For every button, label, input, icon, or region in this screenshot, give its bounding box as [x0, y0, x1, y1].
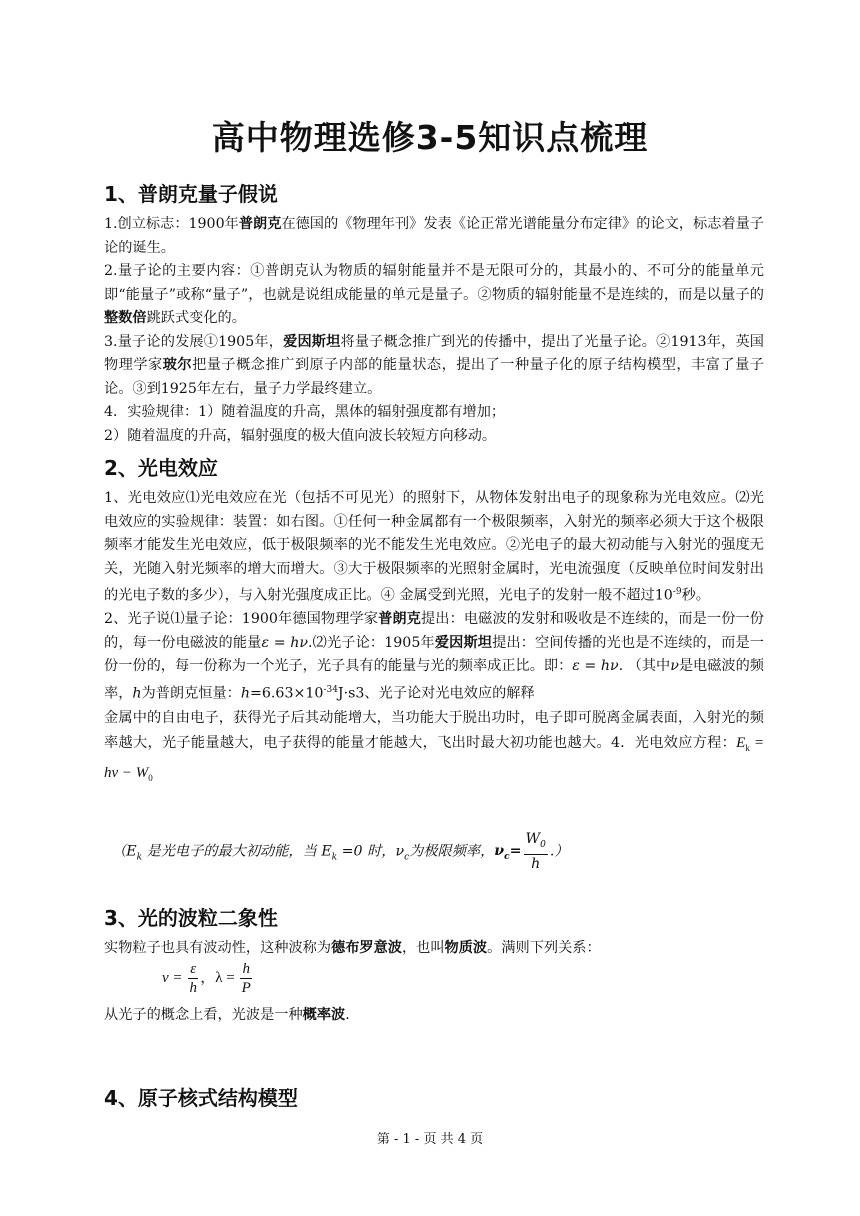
paragraph: 实物粒子也具有波动性，这种波称为德布罗意波，也叫物质波。满则下列关系：	[104, 940, 601, 956]
fraction: $\frac{W_0}{h}$	[525, 831, 546, 872]
paragraph: 2、光子说⑴量子论：1900年德国物理学家普朗克提出：电磁波的发射和吸收是不连续的，而是一份一份的，每一份电磁波的能量ε = hν.⑵光子论：1905年爱因斯坦提出：空间传播的光也是不连续的，而是一份一份的，每一份称为一个光子，光子具有的能量与光的频率成正比。即：ε = hν. （其中ν是电磁波的频率，h为普朗克恒量：$h=6.63\times 10^{-34}J\cdot s3$、光子论对光电效应的解释	[104, 611, 764, 702]
paragraph: 3.量子论的发展①1905年，爱因斯坦将量子概念推广到光的传播中，提出了光量子论。②1913年，英国物理学家玻尔把量子概念推广到原子内部的能量状态，提出了一种量子化的原子结构模型，丰富了量子论。③到1925年左右，量子力学最终建立。	[104, 333, 764, 397]
page-title: 高中物理选修3-5知识点梳理	[211, 118, 649, 157]
paragraph: 从光子的概念上看，光波是一种概率波.	[104, 1007, 350, 1023]
paragraph: 1.创立标志：1900年普朗克在德国的《物理年刊》发表《论正常光谱能量分布定律》的论文，标志着量子论的诞生。	[104, 216, 764, 256]
section-1-body	[104, 213, 764, 448]
section-heading-4: 4、原子核式结构模型	[104, 1086, 298, 1110]
section-2-body	[104, 487, 764, 791]
page-footer: 第 - 1 - 页 共 4 页	[376, 1132, 484, 1147]
section-heading-2: 2、光电效应	[104, 456, 218, 480]
paragraph: 1、光电效应⑴光电效应在光（包括不可见光）的照射下，从物体发射出电子的现象称为光电效应。⑵光电效应的实验规律：装置：如右图。①任何一种金属都有一个极限频率，入射光的频率必须大于这个极限频率才能发生光电效应，低于极限频率的光不能发生光电效应。②光电子的最大初动能与入射光的强度无关，光随入射光频率的增大而增大。③大于极限频率的光照射金属时，光电流强度（反映单位时间发射出的光电子数的多少），与入射光强度成正比。④ 金属受到光照，光电子的发射一般不超过$10^{-9}$秒。	[104, 490, 764, 604]
equation-note: （$E_k$ 是光电子的最大初动能，当 $E_k =0$ 时，$\nu_c$为极限频率，$\nu_c=$ $\frac{W_0}{h}$ .）	[112, 831, 569, 872]
paragraph: 2.量子论的主要内容：①普朗克认为物质的辐射能量并不是无限可分的，其最小的、不可分的能量单元即“能量子”或称“量子”，也就是说组成能量的单元是量子。②物质的辐射能量不是连续的，而是以量子的整数倍跳跃式变化的。	[104, 263, 764, 326]
wave-formula: ν = $\frac{\varepsilon}{h}$ ，λ = $\frac{h}{P}$	[162, 961, 251, 996]
paragraph: 4．实验规律：1）随着温度的升高，黑体的辐射强度都有增加；	[104, 404, 506, 420]
section-3-end	[104, 1004, 764, 1028]
section-heading-3: 3、光的波粒二象性	[104, 906, 278, 930]
photoelectric-equation: $E_k = h\nu - W_0$	[104, 734, 764, 783]
section-3-body	[104, 937, 764, 961]
paragraph: 2）随着温度的升高，辐射强度的极大值向波长较短方向移动。	[104, 427, 497, 444]
section-heading-1: 1、普朗克量子假说	[104, 182, 278, 206]
paragraph: 金属中的自由电子，获得光子后其动能增大，当功能大于脱出功时，电子即可脱离金属表面，入射光的频率越大，光子能量越大，电子获得的能量才能越大，飞出时最大初功能也越大。4．光电效应方程：$E_k = h\nu - W_0$	[104, 709, 764, 783]
